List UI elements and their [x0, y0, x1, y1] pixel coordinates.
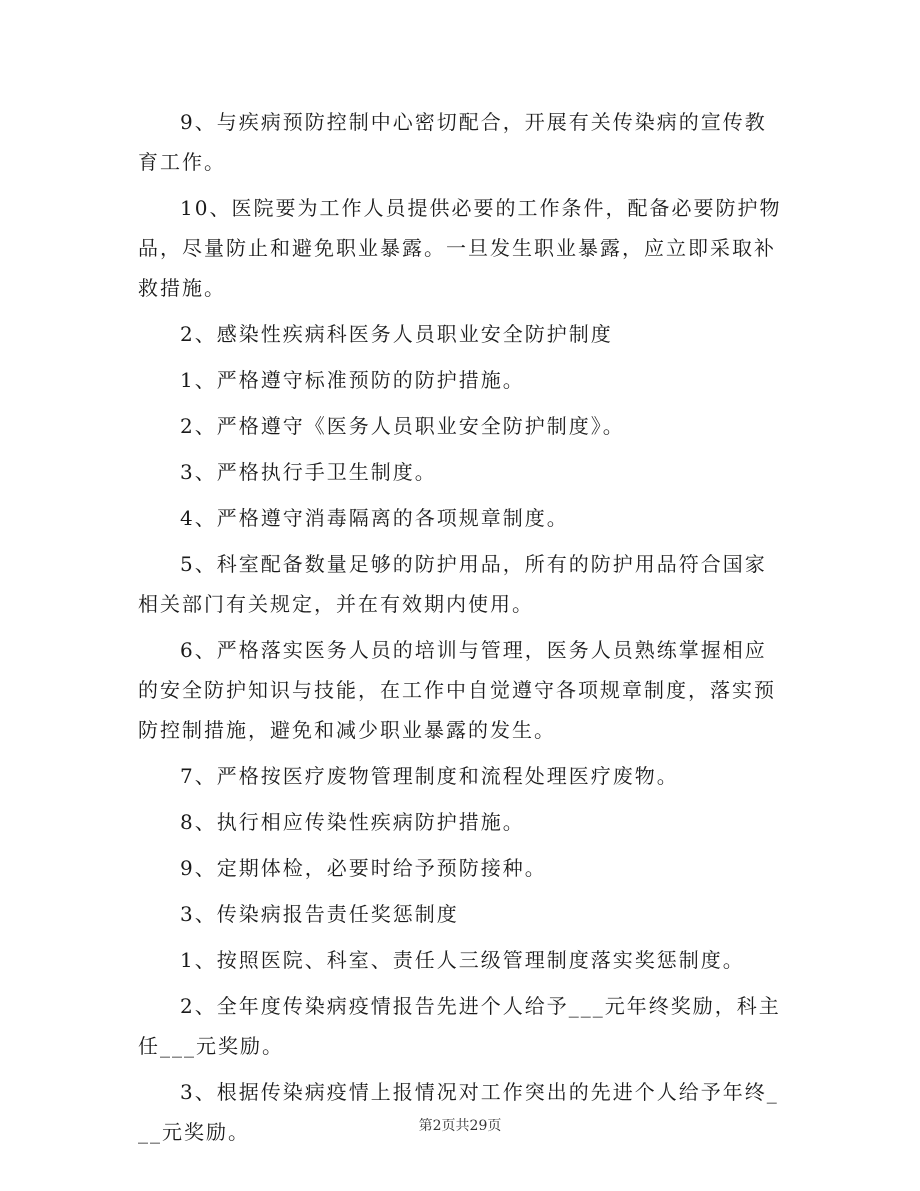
paragraph: 4、严格遵守消毒隔离的各项规章制度。 [180, 506, 569, 530]
paragraph: 3、严格执行手卫生制度。 [180, 460, 437, 484]
paragraph: 10、医院要为工作人员提供必要的工作条件，配备必要防护物品，尽量防止和避免职业暴露。一旦发生职业暴露，应立即采取补救措施。 [138, 196, 782, 300]
paragraph: 2、严格遵守《医务人员职业安全防护制度》。 [180, 414, 625, 438]
paragraph: 8、执行相应传染性疾病防护措施。 [180, 810, 525, 834]
paragraph: 6、严格落实医务人员的培训与管理，医务人员熟练掌握相应的安全防护知识与技能，在工作中自觉遵守各项规章制度，落实预防控制措施，避免和减少职业暴露的发生。 [138, 638, 776, 742]
section-heading: 2、感染性疾病科医务人员职业安全防护制度 [180, 322, 613, 346]
paragraph: 5、科室配备数量足够的防护用品，所有的防护用品符合国家相关部门有关规定，并在有效期内使用。 [138, 552, 767, 616]
document-body [138, 102, 786, 1158]
page-number: 第2页共29页 [418, 1118, 502, 1134]
paragraph: 9、与疾病预防控制中心密切配合，开展有关传染病的宣传教育工作。 [138, 110, 767, 174]
paragraph: 3、根据传染病疫情上报情况对工作突出的先进个人给予年终___元奖励。 [138, 1080, 779, 1144]
section-heading: 3、传染病报告责任奖惩制度 [180, 902, 459, 926]
paragraph: 7、严格按医疗废物管理制度和流程处理医疗废物。 [180, 764, 679, 788]
paragraph: 2、全年度传染病疫情报告先进个人给予___元年终奖励，科主任___元奖励。 [138, 994, 781, 1058]
paragraph: 9、定期体检，必要时给予预防接种。 [180, 856, 547, 880]
paragraph: 1、按照医院、科室、责任人三级管理制度落实奖惩制度。 [180, 948, 745, 972]
paragraph: 1、严格遵守标准预防的防护措施。 [180, 368, 525, 392]
